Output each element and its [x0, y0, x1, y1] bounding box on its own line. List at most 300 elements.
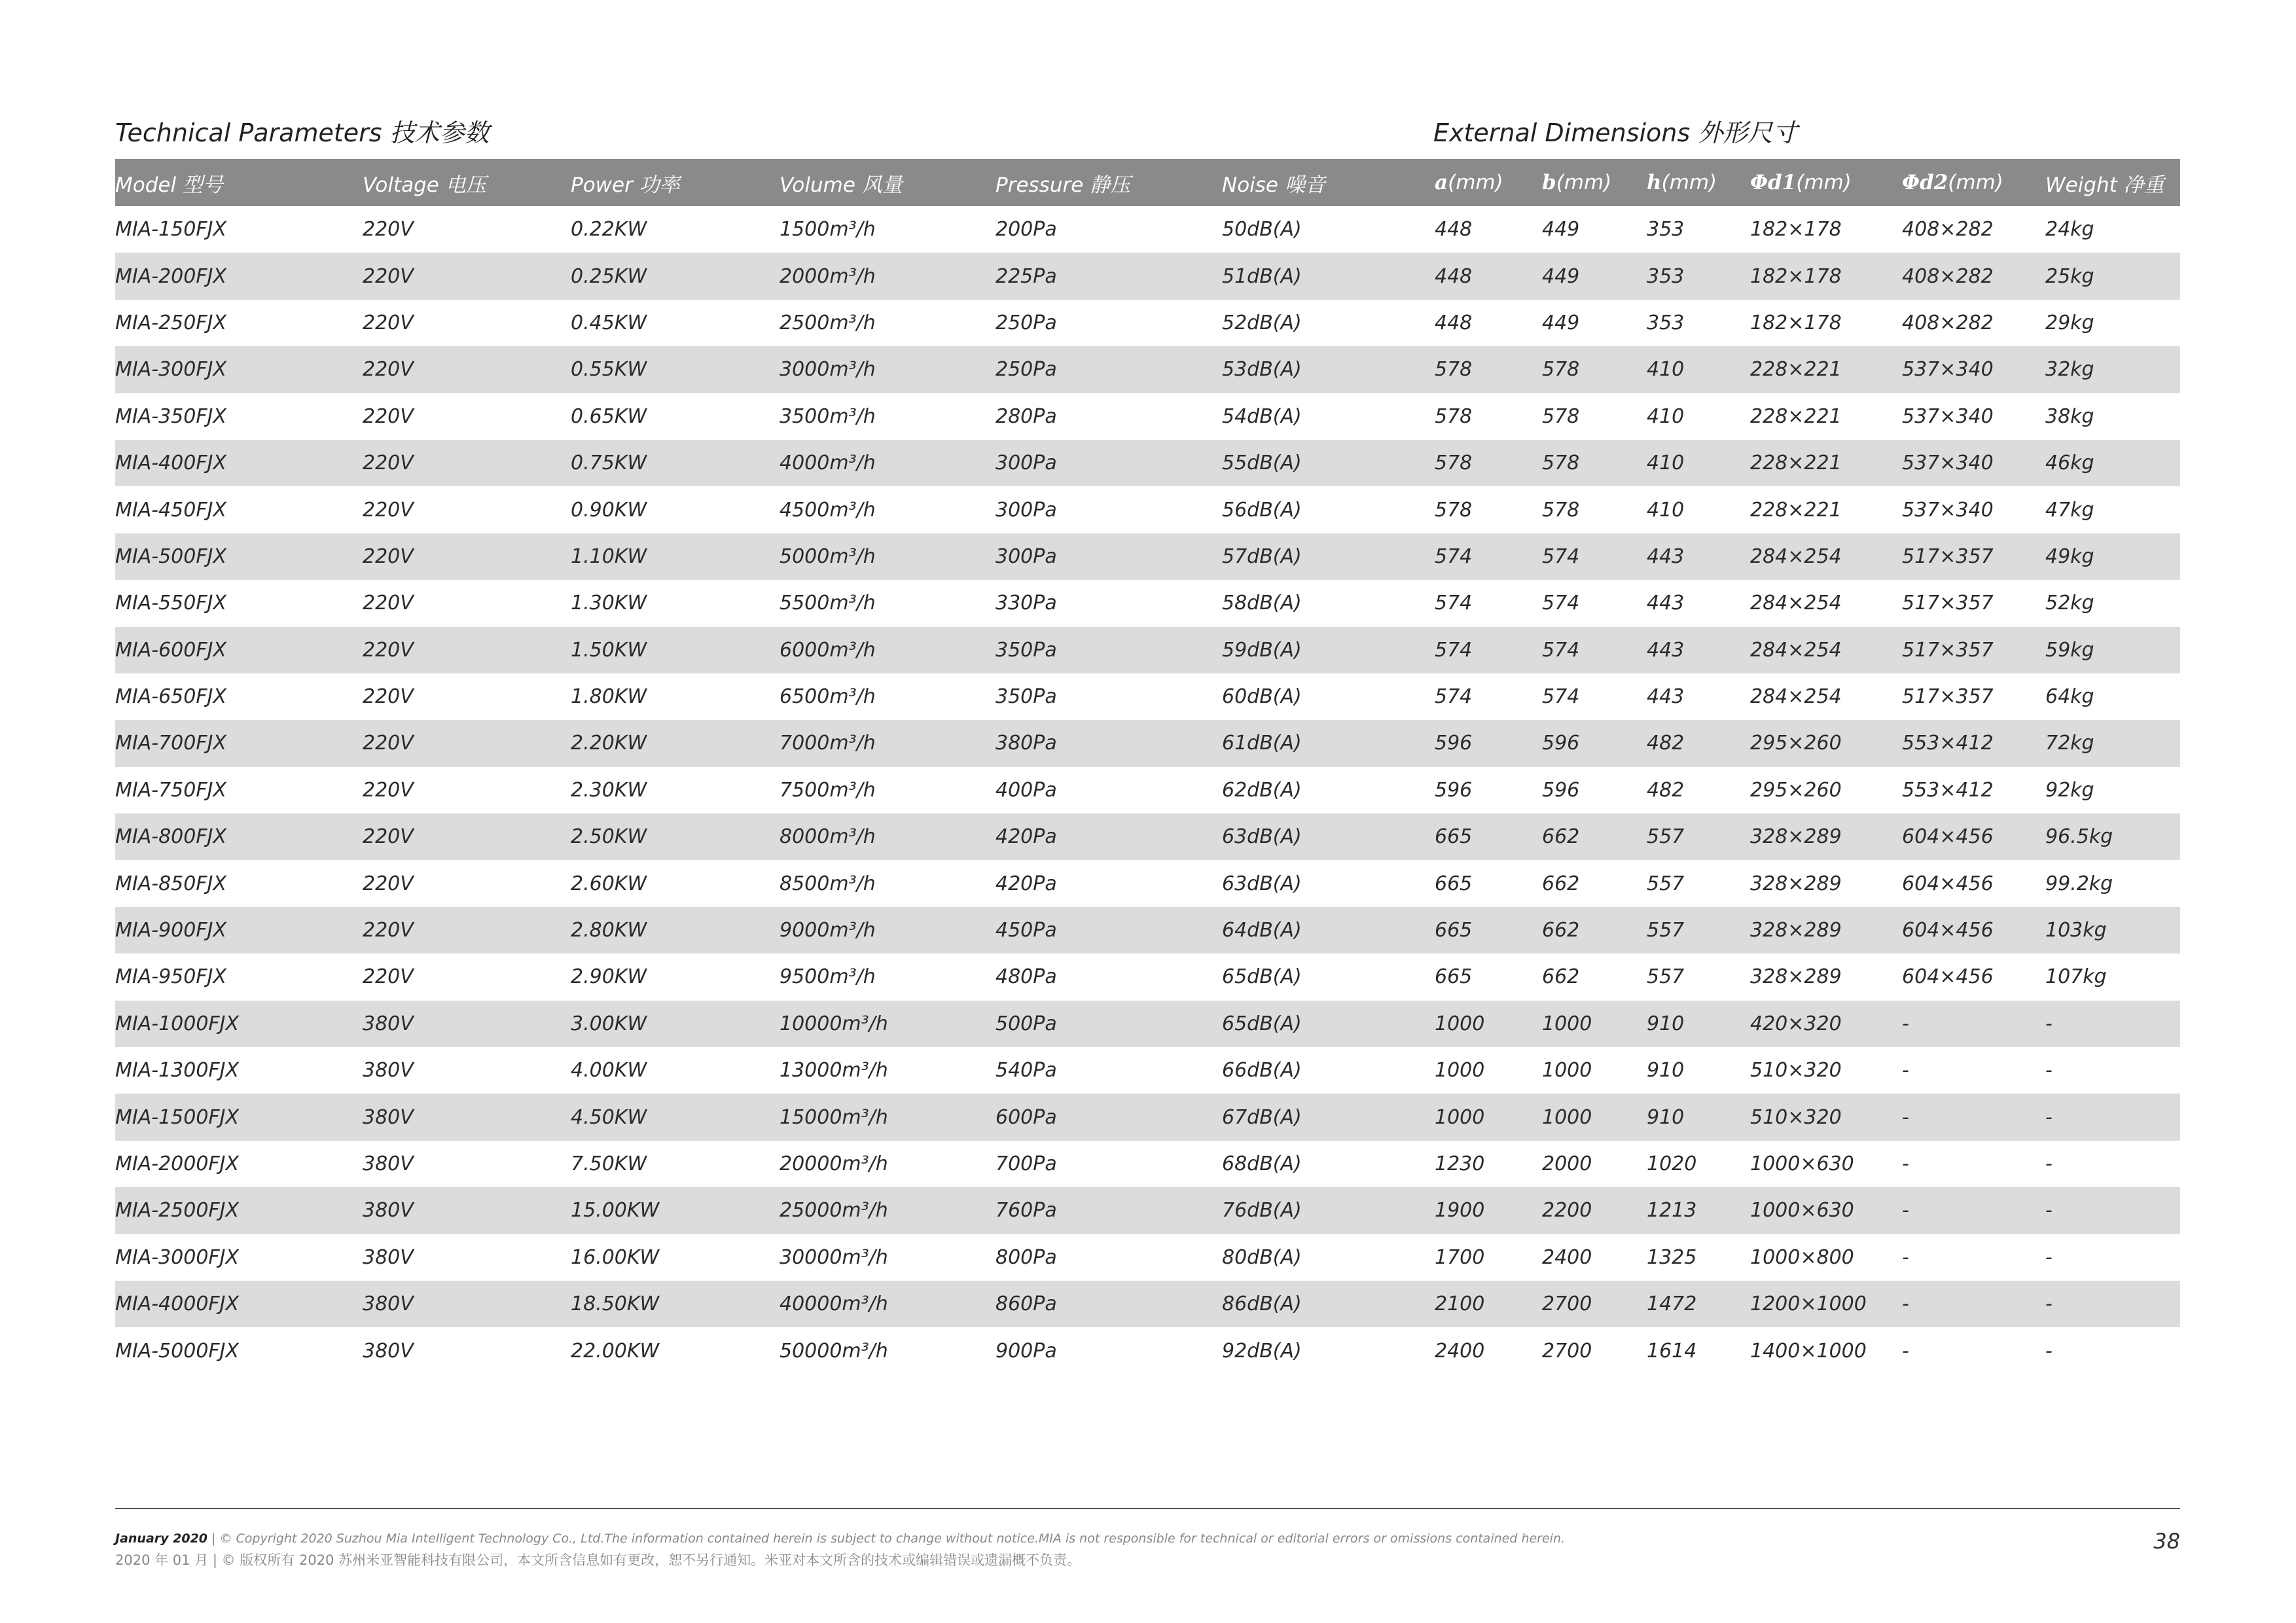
cell-d2: 517×357: [1902, 592, 1994, 615]
cell-d1: 182×178: [1750, 253, 1902, 299]
cell-pressure: 480Pa: [996, 965, 1057, 989]
cell-volume: 15000m³/h: [780, 1094, 996, 1140]
table-row: [115, 1187, 2180, 1234]
cell-volume: 4000m³/h: [780, 440, 996, 486]
cell-pressure: 420Pa: [996, 872, 1057, 895]
cell-power: 1.80KW: [571, 685, 647, 709]
cell-a: 578: [1435, 498, 1473, 522]
cell-volume: 6500m³/h: [780, 685, 876, 709]
cell-d2: 408×282: [1902, 311, 1994, 334]
cell-voltage: 380V: [363, 1094, 571, 1140]
cell-b: 574: [1542, 533, 1647, 580]
cell-pressure: 760Pa: [996, 1187, 1222, 1234]
cell-b: 662: [1542, 872, 1580, 895]
footer-copyright-cn: 2020 年 01 月 | © 版权所有 2020 苏州米亚智能科技有限公司，本文所含信息如有更改，恕不另行通知。米亚对本文所含的技术或编辑错误或遗漏概不负责。: [115, 1552, 1081, 1568]
cell-model: MIA-400FJX: [115, 440, 363, 486]
table-row: [115, 813, 2180, 860]
cell-volume: 8000m³/h: [780, 813, 996, 860]
cell-d2: 604×456: [1902, 872, 1994, 895]
table-row: [115, 533, 2180, 580]
cell-pressure: 350Pa: [996, 685, 1057, 709]
cell-volume: 50000m³/h: [780, 1339, 888, 1363]
cell-noise: 66dB(A): [1222, 1059, 1302, 1082]
cell-a: 448: [1435, 253, 1542, 299]
cell-d1: 1400×1000: [1750, 1339, 1867, 1363]
cell-noise: 63dB(A): [1222, 872, 1302, 895]
cell-d1: 328×289: [1750, 813, 1902, 860]
cell-model: MIA-600FJX: [115, 627, 363, 673]
cell-b: 662: [1542, 813, 1647, 860]
cell-d2: 537×340: [1902, 440, 2045, 486]
cell-h: 410: [1647, 498, 1685, 522]
cell-d1: 284×254: [1750, 592, 1842, 615]
cell-d1: 228×221: [1750, 346, 1902, 393]
cell-noise: 62dB(A): [1222, 778, 1302, 802]
cell-a: 596: [1435, 778, 1473, 802]
cell-a: 665: [1435, 907, 1542, 954]
cell-h: 557: [1647, 907, 1750, 954]
cell-voltage: 220V: [363, 720, 571, 766]
cell-b: 662: [1542, 965, 1580, 989]
cell-noise: 57dB(A): [1222, 533, 1435, 580]
cell-power: 1.10KW: [571, 533, 780, 580]
cell-b: 578: [1542, 346, 1647, 393]
cell-power: 3.00KW: [571, 1001, 780, 1047]
cell-pressure: 800Pa: [996, 1245, 1057, 1269]
cell-b: 574: [1542, 627, 1647, 673]
cell-voltage: 380V: [363, 1187, 571, 1234]
cell-power: 0.45KW: [571, 311, 647, 334]
cell-weight: -: [2045, 1152, 2053, 1175]
cell-power: 2.30KW: [571, 778, 647, 802]
cell-model: MIA-700FJX: [115, 720, 363, 766]
table-row: [115, 346, 2180, 393]
cell-voltage: 220V: [363, 533, 571, 580]
cell-h: 410: [1647, 440, 1750, 486]
column-header-label: Pressure 静压: [996, 173, 1131, 197]
cell-pressure: 300Pa: [996, 440, 1222, 486]
cell-d1: 284×254: [1750, 627, 1902, 673]
cell-power: 0.75KW: [571, 440, 780, 486]
cell-d2: 408×282: [1902, 218, 1994, 241]
cell-d2: -: [1902, 1187, 2045, 1234]
cell-model: MIA-3000FJX: [115, 1245, 240, 1269]
cell-volume: 4500m³/h: [780, 498, 876, 522]
footer-copyright-text: | © Copyright 2020 Suzhou Mia Intelligent Technology Co., Ltd.The information contained herein is subject to change without notice.MIA is not responsible for technical or editorial errors or omissions contained herein.: [207, 1531, 1566, 1546]
cell-d1: 328×289: [1750, 907, 1902, 954]
cell-model: MIA-900FJX: [115, 907, 363, 954]
cell-power: 18.50KW: [571, 1281, 780, 1327]
column-header-model: [115, 159, 363, 206]
cell-model: MIA-5000FJX: [115, 1339, 240, 1363]
cell-voltage: 220V: [363, 218, 414, 241]
cell-volume: 5500m³/h: [780, 592, 876, 615]
cell-pressure: 225Pa: [996, 253, 1222, 299]
cell-volume: 40000m³/h: [780, 1281, 996, 1327]
cell-model: MIA-250FJX: [115, 311, 226, 334]
table-row: [115, 1281, 2180, 1327]
cell-d1: 1000×630: [1750, 1152, 1854, 1175]
cell-volume: 13000m³/h: [780, 1059, 888, 1082]
cell-d1: 1000×800: [1750, 1245, 1854, 1269]
cell-d1: 328×289: [1750, 965, 1842, 989]
cell-b: 578: [1542, 440, 1647, 486]
column-header-h: [1647, 159, 1750, 206]
cell-weight: 25kg: [2045, 253, 2180, 299]
cell-d2: 537×340: [1902, 404, 1994, 428]
cell-h: 482: [1647, 720, 1750, 766]
cell-d1: 510×320: [1750, 1094, 1902, 1140]
cell-d1: 228×221: [1750, 440, 1902, 486]
cell-b: 574: [1542, 592, 1580, 615]
cell-d1: 328×289: [1750, 872, 1842, 895]
cell-voltage: 220V: [363, 346, 571, 393]
footer-date: January 2020: [115, 1531, 208, 1546]
cell-d1: 1000×630: [1750, 1187, 1902, 1234]
cell-voltage: 220V: [363, 627, 571, 673]
cell-pressure: 280Pa: [996, 404, 1057, 428]
cell-d2: 537×340: [1902, 346, 2045, 393]
cell-weight: 99.2kg: [2045, 872, 2113, 895]
column-header-voltage: [363, 159, 571, 206]
cell-volume: 1500m³/h: [780, 218, 876, 241]
cell-model: MIA-800FJX: [115, 813, 363, 860]
cell-voltage: 220V: [363, 685, 414, 709]
cell-power: 2.90KW: [571, 965, 647, 989]
cell-volume: 2000m³/h: [780, 253, 996, 299]
cell-volume: 5000m³/h: [780, 533, 996, 580]
cell-b: 2700: [1542, 1281, 1647, 1327]
column-header-label: Volume 风量: [780, 173, 903, 197]
table-row: [115, 1141, 2180, 1187]
cell-noise: 60dB(A): [1222, 685, 1302, 709]
cell-model: MIA-2000FJX: [115, 1152, 240, 1175]
column-header-label: (mm): [1661, 171, 1717, 194]
cell-h: 482: [1647, 778, 1685, 802]
cell-pressure: 200Pa: [996, 218, 1057, 241]
column-header-d2: [1902, 159, 2045, 206]
table-row: [115, 767, 2180, 813]
cell-power: 22.00KW: [571, 1339, 660, 1363]
cell-d2: -: [1902, 1339, 1909, 1363]
cell-a: 1230: [1435, 1152, 1485, 1175]
column-header-label: Voltage 电压: [363, 173, 486, 197]
column-header-weight: [2045, 159, 2180, 206]
table-row: [115, 907, 2180, 954]
column-header-label: (mm): [1948, 171, 2003, 194]
cell-volume: 30000m³/h: [780, 1245, 888, 1269]
cell-noise: 61dB(A): [1222, 720, 1435, 766]
cell-b: 1000: [1542, 1001, 1647, 1047]
cell-voltage: 220V: [363, 311, 414, 334]
cell-a: 1700: [1435, 1245, 1485, 1269]
cell-voltage: 380V: [363, 1059, 414, 1082]
cell-h: 1213: [1647, 1187, 1750, 1234]
cell-noise: 80dB(A): [1222, 1245, 1302, 1269]
table-row: [115, 580, 2180, 626]
cell-d1: 284×254: [1750, 685, 1842, 709]
cell-weight: 49kg: [2045, 533, 2180, 580]
cell-pressure: 600Pa: [996, 1094, 1222, 1140]
cell-h: 1614: [1647, 1339, 1697, 1363]
column-header-symbol: a: [1435, 171, 1448, 194]
column-header-symbol: Φd2: [1902, 171, 1948, 194]
column-header-symbol: h: [1647, 171, 1662, 194]
cell-d1: 510×320: [1750, 1059, 1842, 1082]
cell-pressure: 380Pa: [996, 720, 1222, 766]
table-body: [115, 206, 2180, 1374]
cell-pressure: 350Pa: [996, 627, 1222, 673]
cell-voltage: 380V: [363, 1281, 571, 1327]
cell-h: 1325: [1647, 1245, 1697, 1269]
cell-d1: 295×260: [1750, 720, 1902, 766]
table-row: [115, 440, 2180, 486]
cell-h: 1472: [1647, 1281, 1750, 1327]
cell-d2: 517×357: [1902, 627, 2045, 673]
cell-voltage: 380V: [363, 1339, 414, 1363]
cell-volume: 8500m³/h: [780, 872, 876, 895]
cell-h: 443: [1647, 627, 1750, 673]
cell-a: 2100: [1435, 1281, 1542, 1327]
cell-model: MIA-2500FJX: [115, 1187, 363, 1234]
cell-voltage: 220V: [363, 440, 571, 486]
cell-weight: 38kg: [2045, 404, 2094, 428]
cell-weight: 46kg: [2045, 440, 2180, 486]
cell-model: MIA-450FJX: [115, 498, 226, 522]
cell-h: 910: [1647, 1059, 1685, 1082]
cell-d1: 420×320: [1750, 1001, 1902, 1047]
cell-weight: 59kg: [2045, 627, 2180, 673]
cell-pressure: 450Pa: [996, 907, 1222, 954]
cell-b: 662: [1542, 907, 1647, 954]
cell-h: 353: [1647, 311, 1685, 334]
cell-model: MIA-750FJX: [115, 778, 226, 802]
cell-a: 665: [1435, 965, 1473, 989]
external-dimensions-title: External Dimensions 外形尺寸: [1433, 118, 1798, 147]
cell-h: 910: [1647, 1001, 1750, 1047]
cell-weight: 107kg: [2045, 965, 2107, 989]
cell-power: 15.00KW: [571, 1187, 780, 1234]
cell-d2: 517×357: [1902, 533, 2045, 580]
cell-noise: 65dB(A): [1222, 965, 1302, 989]
cell-d2: 604×456: [1902, 813, 2045, 860]
table-row: [115, 393, 2180, 440]
cell-h: 557: [1647, 872, 1685, 895]
cell-h: 443: [1647, 533, 1750, 580]
cell-volume: 2500m³/h: [780, 311, 876, 334]
cell-pressure: 860Pa: [996, 1281, 1222, 1327]
cell-weight: -: [2045, 1059, 2053, 1082]
cell-h: 410: [1647, 404, 1685, 428]
cell-d2: 517×357: [1902, 685, 1994, 709]
cell-weight: 103kg: [2045, 907, 2180, 954]
cell-a: 574: [1435, 592, 1473, 615]
cell-model: MIA-4000FJX: [115, 1281, 363, 1327]
cell-a: 578: [1435, 404, 1473, 428]
cell-power: 4.00KW: [571, 1059, 647, 1082]
cell-a: 574: [1435, 685, 1473, 709]
cell-voltage: 380V: [363, 1152, 414, 1175]
column-header-b: [1542, 159, 1647, 206]
cell-model: MIA-200FJX: [115, 253, 363, 299]
cell-weight: 92kg: [2045, 778, 2094, 802]
cell-h: 1020: [1647, 1152, 1697, 1175]
cell-voltage: 380V: [363, 1245, 414, 1269]
cell-voltage: 220V: [363, 778, 414, 802]
cell-a: 448: [1435, 311, 1473, 334]
cell-volume: 25000m³/h: [780, 1187, 996, 1234]
table-row: [115, 1001, 2180, 1047]
cell-pressure: 250Pa: [996, 346, 1222, 393]
cell-voltage: 220V: [363, 907, 571, 954]
cell-model: MIA-850FJX: [115, 872, 226, 895]
cell-a: 1000: [1435, 1059, 1485, 1082]
cell-power: 0.90KW: [571, 498, 647, 522]
cell-power: 4.50KW: [571, 1094, 780, 1140]
cell-noise: 86dB(A): [1222, 1281, 1435, 1327]
cell-b: 449: [1542, 253, 1647, 299]
cell-a: 665: [1435, 872, 1473, 895]
cell-pressure: 330Pa: [996, 592, 1057, 615]
cell-b: 1000: [1542, 1059, 1592, 1082]
cell-weight: 96.5kg: [2045, 813, 2180, 860]
cell-b: 578: [1542, 404, 1580, 428]
cell-d2: -: [1902, 1152, 1909, 1175]
cell-d2: 604×456: [1902, 907, 2045, 954]
cell-b: 1000: [1542, 1094, 1647, 1140]
cell-b: 2000: [1542, 1152, 1592, 1175]
cell-h: 910: [1647, 1094, 1750, 1140]
column-header-label: (mm): [1448, 171, 1503, 194]
cell-volume: 3500m³/h: [780, 404, 876, 428]
column-header-label: Power 功率: [571, 173, 680, 197]
cell-noise: 58dB(A): [1222, 592, 1302, 615]
cell-weight: -: [2045, 1339, 2053, 1363]
cell-weight: 24kg: [2045, 218, 2094, 241]
cell-d1: 182×178: [1750, 311, 1842, 334]
cell-d1: 228×221: [1750, 498, 1842, 522]
cell-noise: 55dB(A): [1222, 440, 1435, 486]
cell-power: 2.50KW: [571, 813, 780, 860]
cell-noise: 50dB(A): [1222, 218, 1302, 241]
cell-pressure: 300Pa: [996, 533, 1222, 580]
cell-weight: 72kg: [2045, 720, 2180, 766]
cell-noise: 67dB(A): [1222, 1094, 1435, 1140]
cell-pressure: 400Pa: [996, 778, 1057, 802]
cell-d1: 284×254: [1750, 533, 1902, 580]
cell-pressure: 300Pa: [996, 498, 1057, 522]
cell-volume: 10000m³/h: [780, 1001, 996, 1047]
cell-noise: 54dB(A): [1222, 404, 1302, 428]
cell-b: 2700: [1542, 1339, 1592, 1363]
cell-volume: 6000m³/h: [780, 627, 996, 673]
column-header-symbol: Φd1: [1750, 171, 1797, 194]
cell-d2: -: [1902, 1094, 2045, 1140]
cell-pressure: 900Pa: [996, 1339, 1057, 1363]
cell-a: 1000: [1435, 1001, 1542, 1047]
cell-a: 578: [1435, 346, 1542, 393]
column-header-a: [1435, 159, 1542, 206]
cell-a: 448: [1435, 218, 1473, 241]
cell-b: 2400: [1542, 1245, 1592, 1269]
cell-volume: 9000m³/h: [780, 907, 996, 954]
cell-noise: 52dB(A): [1222, 311, 1302, 334]
page-number: 38: [2153, 1529, 2180, 1554]
column-header-noise: [1222, 159, 1435, 206]
cell-power: 2.20KW: [571, 720, 780, 766]
cell-weight: 52kg: [2045, 592, 2094, 615]
cell-h: 557: [1647, 813, 1750, 860]
column-header-symbol: b: [1542, 171, 1556, 194]
cell-voltage: 220V: [363, 592, 414, 615]
cell-voltage: 220V: [363, 872, 414, 895]
cell-weight: -: [2045, 1187, 2180, 1234]
cell-weight: -: [2045, 1094, 2180, 1140]
cell-d2: 553×412: [1902, 778, 1994, 802]
table-row: [115, 954, 2180, 1000]
cell-weight: 32kg: [2045, 346, 2180, 393]
cell-h: 353: [1647, 218, 1685, 241]
cell-weight: -: [2045, 1245, 2053, 1269]
cell-weight: -: [2045, 1281, 2180, 1327]
cell-voltage: 220V: [363, 498, 414, 522]
cell-d2: -: [1902, 1059, 1909, 1082]
cell-b: 2200: [1542, 1187, 1647, 1234]
cell-model: MIA-350FJX: [115, 404, 226, 428]
cell-d2: -: [1902, 1245, 1909, 1269]
cell-model: MIA-1500FJX: [115, 1094, 363, 1140]
cell-voltage: 380V: [363, 1001, 571, 1047]
cell-h: 443: [1647, 592, 1685, 615]
column-header-label: Noise 噪音: [1222, 173, 1325, 197]
cell-model: MIA-650FJX: [115, 685, 226, 709]
cell-pressure: 700Pa: [996, 1152, 1057, 1175]
cell-noise: 53dB(A): [1222, 346, 1435, 393]
cell-power: 2.60KW: [571, 872, 647, 895]
footer-copyright-en: [115, 1531, 1565, 1546]
cell-power: 1.50KW: [571, 627, 780, 673]
cell-a: 574: [1435, 533, 1542, 580]
table-row: [115, 486, 2180, 533]
cell-h: 443: [1647, 685, 1685, 709]
cell-noise: 68dB(A): [1222, 1152, 1302, 1175]
cell-d2: -: [1902, 1281, 2045, 1327]
cell-power: 0.25KW: [571, 253, 780, 299]
cell-noise: 63dB(A): [1222, 813, 1435, 860]
cell-voltage: 220V: [363, 404, 414, 428]
footer-divider: [115, 1508, 2180, 1509]
cell-noise: 65dB(A): [1222, 1001, 1435, 1047]
cell-noise: 59dB(A): [1222, 627, 1435, 673]
cell-power: 0.22KW: [571, 218, 647, 241]
column-header-label: (mm): [1796, 171, 1852, 194]
cell-b: 596: [1542, 720, 1647, 766]
cell-a: 1900: [1435, 1187, 1542, 1234]
cell-noise: 56dB(A): [1222, 498, 1302, 522]
column-header-volume: [780, 159, 996, 206]
cell-d1: 228×221: [1750, 404, 1842, 428]
cell-b: 596: [1542, 778, 1580, 802]
cell-voltage: 220V: [363, 813, 571, 860]
cell-b: 578: [1542, 498, 1580, 522]
cell-noise: 76dB(A): [1222, 1187, 1435, 1234]
table-row: [115, 860, 2180, 906]
cell-d1: 1200×1000: [1750, 1281, 1902, 1327]
column-header-label: (mm): [1556, 171, 1612, 194]
cell-pressure: 250Pa: [996, 311, 1057, 334]
cell-h: 410: [1647, 346, 1750, 393]
cell-d2: 553×412: [1902, 720, 2045, 766]
